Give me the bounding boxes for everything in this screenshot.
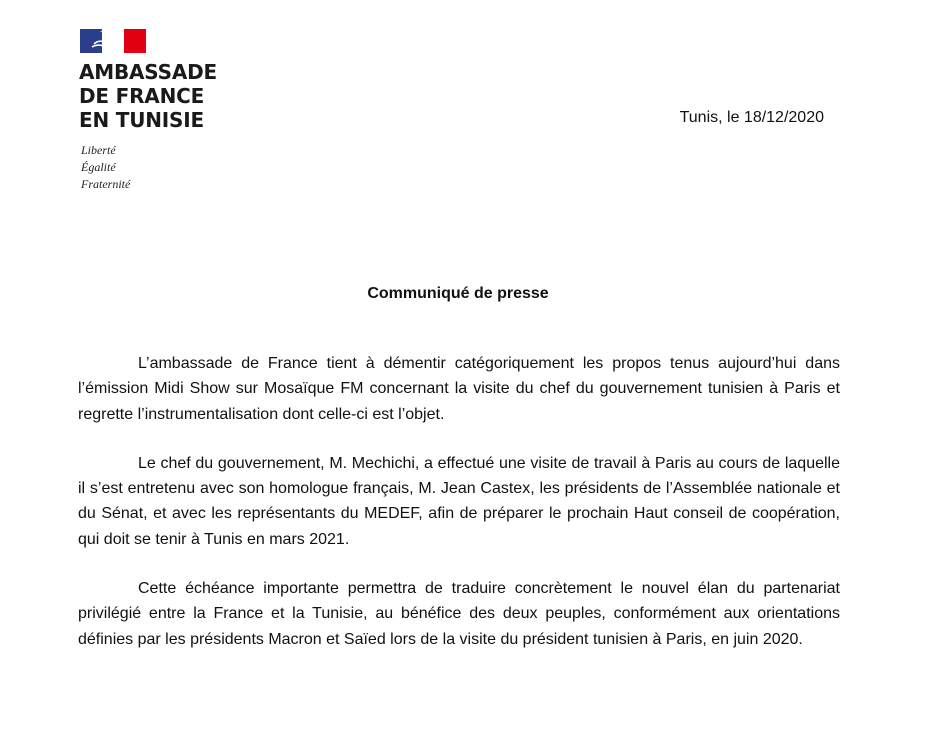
embassy-name-line-2: DE FRANCE (79, 84, 205, 108)
flag-red-band (124, 29, 146, 53)
embassy-name (79, 60, 217, 132)
motto-egalite: Égalité (81, 160, 116, 174)
republic-motto (81, 142, 130, 193)
document-title: Communiqué de presse (367, 285, 549, 302)
paragraph-2: Le chef du gouvernement, M. Mechichi, a effectué une visite de travail à Paris au cours de laquelle il s’est entretenu avec son homologue français, M. Jean Castex, les présidents de l’Assemblée nationale et du Sénat, et avec les représentants du MEDEF, afin de préparer le prochain Haut conseil de coopération, qui doit se tenir à Tunis en mars 2021. (78, 454, 840, 548)
motto-liberte: Liberté (81, 143, 116, 157)
paragraph-1: L’ambassade de France tient à démentir catégoriquement les propos tenus aujourd’hui dans l’émission Midi Show sur Mosaïque FM concernant la visite du chef du gouvernement tunisien à Paris et regrette l’instrumentalisation dont celle-ci est l’objet. (78, 355, 840, 423)
paragraph-3: Cette échéance importante permettra de traduire concrètement le nouvel élan du partenariat privilégié entre la France et la Tunisie, au bénéfice des deux peuples, conformément aux orientations définies par les présidents Macron et Saïed lors de la visite du président tunisien à Paris, en juin 2020. (78, 580, 840, 648)
date-line: Tunis, le 18/12/2020 (679, 109, 824, 126)
motto-fraternite: Fraternité (81, 177, 131, 191)
embassy-name-line-3: EN TUNISIE (79, 108, 204, 132)
marianne-flag-logo (80, 29, 146, 53)
press-release-body (78, 351, 840, 676)
embassy-name-line-1: AMBASSADE (79, 60, 217, 84)
